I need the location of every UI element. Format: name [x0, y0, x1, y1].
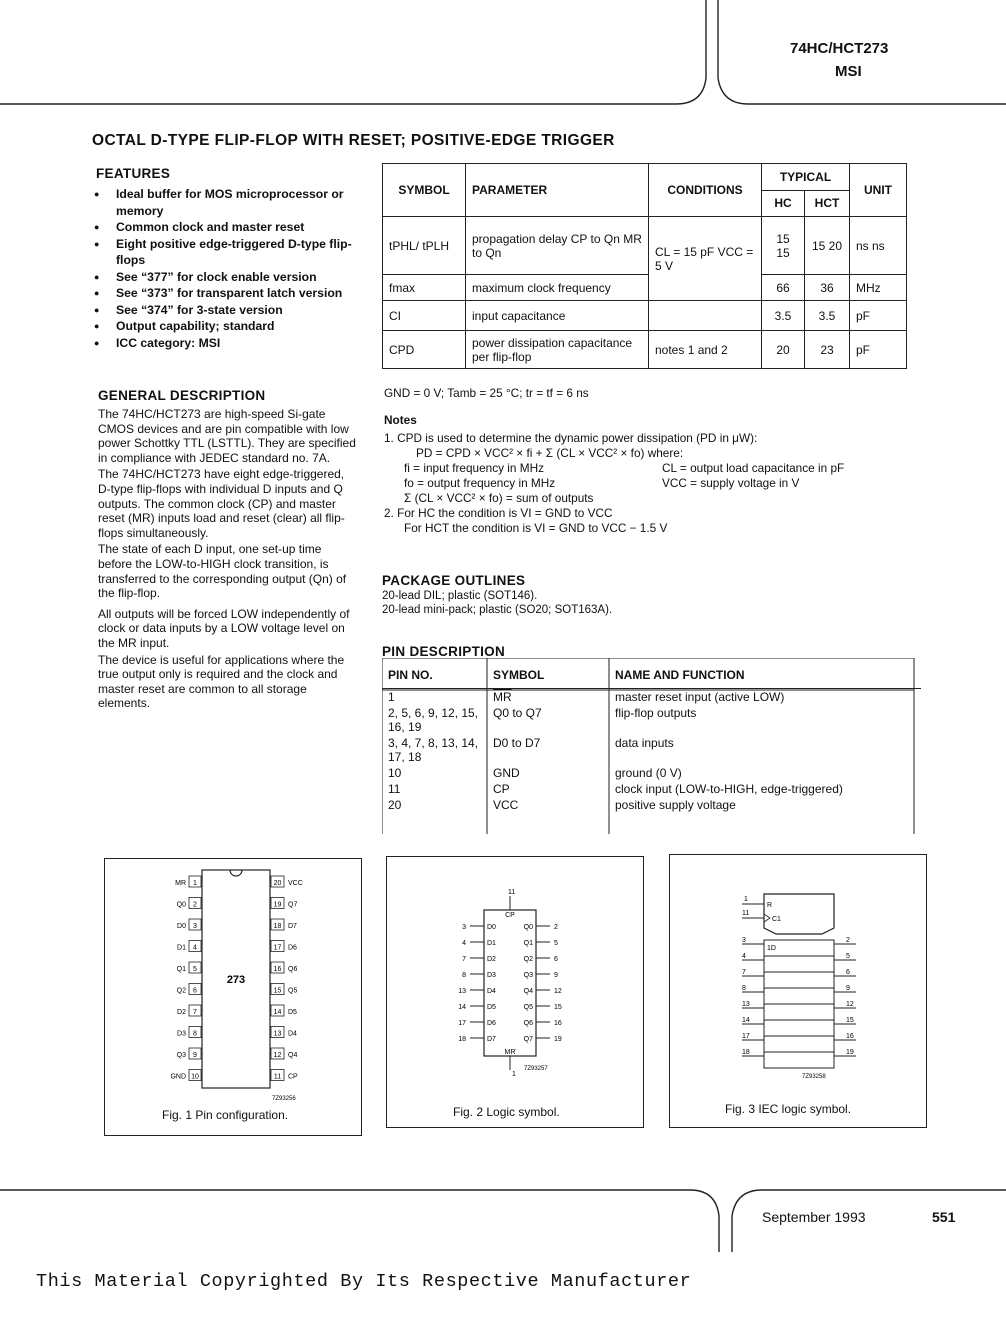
- d-label: D5: [487, 1004, 496, 1011]
- col-typical: TYPICAL: [762, 164, 850, 191]
- pin-number: 9: [193, 1052, 197, 1059]
- d-label: D0: [487, 924, 496, 931]
- copyright-notice: This Material Copyrighted By Its Respective Manufacturer: [36, 1271, 692, 1292]
- pin-label: GND: [170, 1073, 186, 1081]
- figure-code: 7Z93258: [802, 1074, 826, 1080]
- pin-label: D3: [177, 1030, 186, 1038]
- note-2a: 2. For HC the condition is VI = GND to VCC: [384, 506, 613, 520]
- pin-number: 2: [193, 901, 197, 909]
- package-line: 20-lead mini-pack; plastic (SO20; SOT163A).: [382, 604, 613, 616]
- pin-number: 7: [193, 1009, 197, 1016]
- iec-logic-symbol-diagram: [669, 854, 925, 1094]
- out-pin: 9: [846, 985, 850, 992]
- d-pin: 17: [458, 1020, 466, 1027]
- in-pin: 4: [742, 953, 746, 960]
- feature-item: ● Common clock and master reset: [94, 219, 364, 236]
- out-pin: 12: [846, 1001, 854, 1008]
- cp-pin: 11: [508, 889, 516, 896]
- package-list: [382, 589, 612, 617]
- r-pin: 1: [744, 896, 748, 903]
- table-row: 20 VCC positive supply voltage: [388, 798, 736, 812]
- d-label: 1D: [767, 945, 776, 952]
- pin-number: 16: [273, 966, 282, 973]
- logic-block: [484, 910, 536, 1056]
- flip-flop-cell: [764, 972, 834, 988]
- pin-label: Q1: [176, 966, 186, 973]
- q-pin: 16: [554, 1020, 562, 1027]
- mr-label: MR: [504, 1049, 516, 1056]
- description-paragraph: The state of each D input, one set-up time before the LOW-to-HIGH clock transition, is transferred to the corresponding output (Qn) of the flip-flop.: [98, 542, 347, 601]
- note-2b: For HCT the condition is VI = GND to VCC − 1.5 V: [404, 521, 668, 535]
- d-label: D6: [487, 1020, 496, 1027]
- pin-number: 8: [193, 1030, 197, 1038]
- pin-label: Q7: [288, 901, 298, 909]
- pin-label: Q6: [288, 966, 298, 973]
- note-formula: PD = CPD × VCC² × fi + Σ (CL × VCC² × fo) where:: [416, 446, 684, 460]
- q-label: Q4: [523, 988, 533, 995]
- in-pin: 7: [742, 969, 746, 976]
- features-list: [94, 186, 364, 351]
- c-pin: 11: [742, 910, 750, 917]
- feature-item: ● Ideal buffer for MOS microprocessor or memory: [94, 186, 364, 219]
- note-sum: Σ (CL × VCC² × fo) = sum of outputs: [404, 491, 594, 505]
- fig1-caption: Fig. 1 Pin configuration.: [162, 1108, 289, 1122]
- features-heading: FEATURES: [96, 166, 171, 181]
- logic-symbol-diagram: [386, 856, 642, 1096]
- pin-number: 19: [273, 901, 282, 909]
- out-pin: 2: [846, 937, 850, 944]
- pin-label: D6: [288, 944, 297, 952]
- general-description-heading: GENERAL DESCRIPTION: [98, 388, 266, 403]
- note-cl: CL = output load capacitance in pF: [662, 461, 845, 475]
- in-pin: 17: [742, 1033, 750, 1040]
- note-fi: fi = input frequency in MHz: [404, 461, 544, 475]
- out-pin: 19: [846, 1049, 854, 1056]
- in-pin: 8: [742, 985, 746, 992]
- col-symbol: SYMBOL: [383, 164, 466, 217]
- footer-date: September 1993: [762, 1209, 866, 1225]
- pin-label: MR: [175, 880, 186, 887]
- header-category: MSI: [835, 63, 862, 80]
- notes: [384, 386, 944, 536]
- table-row: tPHL/ tPLH propagation delay CP to Qn MR to Qn CL = 15 pF VCC = 5 V 15 15 15 20 ns ns: [383, 217, 907, 275]
- pin-number: 1: [193, 880, 197, 887]
- pin-label: D7: [288, 923, 297, 930]
- pin-label: VCC: [288, 880, 303, 887]
- pin-number: 14: [273, 1009, 282, 1016]
- in-pin: 14: [742, 1017, 750, 1024]
- fig2-caption: Fig. 2 Logic symbol.: [453, 1105, 560, 1119]
- q-pin: 19: [554, 1036, 562, 1043]
- q-label: Q7: [523, 1036, 533, 1043]
- pin-label: D2: [177, 1009, 186, 1016]
- q-pin: 15: [554, 1004, 562, 1011]
- flip-flop-cell: [764, 956, 834, 972]
- d-label: D4: [487, 988, 496, 995]
- pin-number: 5: [193, 966, 197, 973]
- d-label: D7: [487, 1036, 496, 1043]
- q-label: Q5: [523, 1004, 533, 1011]
- table-row: fmax maximum clock frequency 66 36 MHz: [383, 275, 907, 301]
- description-paragraph: The 74HC/HCT273 are high-speed Si-gate CMOS devices and are pin compatible with low power Schottky TTL (LSTTL). They are specified in compliance with JEDEC standard no. 7A.: [98, 407, 356, 465]
- table-row: 10 GND ground (0 V): [388, 766, 682, 780]
- d-label: D1: [487, 940, 496, 947]
- pin-label: Q3: [176, 1052, 186, 1059]
- col-unit: UNIT: [850, 164, 907, 217]
- package-heading: PACKAGE OUTLINES: [382, 573, 526, 588]
- pin-number: 10: [191, 1073, 199, 1081]
- figure-code: 7Z93256: [272, 1096, 296, 1102]
- q-label: Q2: [523, 956, 533, 963]
- feature-item: ● See “373” for transparent latch version: [94, 285, 364, 302]
- flip-flop-cell: [764, 1020, 834, 1036]
- feature-item: ● Eight positive edge-triggered D-type flip-flops: [94, 236, 364, 269]
- in-pin: 18: [742, 1049, 750, 1056]
- out-pin: 15: [846, 1017, 854, 1024]
- d-label: D2: [487, 956, 496, 963]
- pin-label: Q4: [288, 1052, 298, 1059]
- pin-number: 3: [193, 923, 197, 930]
- r-label: R: [767, 902, 773, 909]
- table-row: CI input capacitance 3.5 3.5 pF: [383, 301, 907, 331]
- table-row: 3, 4, 7, 8, 13, 14, 17, 18 D0 to D7 data inputs: [388, 736, 674, 764]
- in-pin: 13: [742, 1001, 750, 1008]
- d-pin: 3: [462, 924, 466, 931]
- feature-item: ● Output capability; standard: [94, 318, 364, 335]
- pin-number: 15: [273, 987, 282, 995]
- feature-item: ● See “377” for clock enable version: [94, 269, 364, 286]
- pin-number: 6: [193, 987, 197, 995]
- flip-flop-cell: [764, 988, 834, 1004]
- chip-label: 273: [226, 974, 246, 986]
- quick-reference-table: [382, 163, 907, 369]
- pin-label: Q0: [176, 901, 186, 909]
- d-pin: 8: [462, 972, 466, 979]
- pin-number: 20: [273, 880, 282, 887]
- pin-label: D1: [177, 944, 186, 952]
- out-pin: 6: [846, 969, 850, 976]
- flip-flop-cell: [764, 1004, 834, 1020]
- pin-label: Q2: [176, 987, 186, 995]
- feature-item: ● ICC category: MSI: [94, 335, 364, 352]
- col-parameter: PARAMETER: [466, 164, 649, 217]
- col-conditions: CONDITIONS: [649, 164, 762, 217]
- pin-number: 11: [273, 1073, 282, 1081]
- mr-pin: 1: [512, 1071, 516, 1078]
- d-pin: 13: [458, 988, 466, 995]
- col-pin-no: PIN NO.: [382, 660, 487, 689]
- pin-label: D5: [288, 1009, 297, 1016]
- q-label: Q0: [523, 924, 533, 931]
- q-label: Q3: [523, 972, 533, 979]
- out-pin: 16: [846, 1033, 854, 1040]
- q-pin: 9: [554, 972, 558, 979]
- col-hct: HCT: [805, 190, 850, 217]
- pin-number: 4: [193, 944, 197, 952]
- pin-label: Q5: [288, 987, 298, 995]
- figure-code: 7Z93257: [524, 1066, 548, 1072]
- general-description: [98, 407, 358, 713]
- flip-flop-cell: [764, 1052, 834, 1068]
- col-hc: HC: [762, 190, 805, 217]
- pin-number: 17: [273, 944, 282, 952]
- pin-label: D0: [177, 923, 186, 930]
- pin-description-heading: PIN DESCRIPTION: [382, 644, 506, 659]
- c-label: C1: [772, 916, 781, 923]
- pin-description-table: [382, 660, 921, 813]
- table-row: 2, 5, 6, 9, 12, 15, 16, 19 Q0 to Q7 flip-flop outputs: [388, 706, 697, 734]
- chip-notch: [230, 870, 242, 876]
- out-pin: 5: [846, 953, 850, 960]
- description-paragraph: The device is useful for applications where the true output only is required and the clock and master reset are common to all storage elements.: [98, 652, 345, 711]
- page-title: OCTAL D-TYPE FLIP-FLOP WITH RESET; POSITIVE-EDGE TRIGGER: [92, 132, 615, 149]
- q-pin: 2: [554, 924, 558, 931]
- col-function: NAME AND FUNCTION: [609, 660, 921, 689]
- pin-label: D4: [288, 1030, 297, 1038]
- note-1: 1. CPD is used to determine the dynamic power dissipation (PD in μW):: [384, 431, 758, 445]
- clock-triangle: [764, 914, 770, 922]
- pin-configuration-diagram: [104, 858, 360, 1110]
- q-label: Q6: [523, 1020, 533, 1027]
- table-row: CPD power dissipation capacitance per flip-flop notes 1 and 2 20 23 pF: [383, 331, 907, 369]
- flip-flop-cell: [764, 1036, 834, 1052]
- table-row: 11 CP clock input (LOW-to-HIGH, edge-triggered): [388, 782, 843, 796]
- table-footnote: GND = 0 V; Tamb = 25 °C; tr = tf = 6 ns: [384, 386, 589, 400]
- q-pin: 5: [554, 940, 558, 947]
- pin-number: 18: [273, 923, 282, 930]
- d-pin: 14: [458, 1004, 466, 1011]
- d-label: D3: [487, 972, 496, 979]
- d-pin: 18: [458, 1036, 466, 1043]
- page-number: 551: [932, 1209, 956, 1225]
- pin-number: 12: [273, 1052, 282, 1059]
- feature-item: ● See “374” for 3-state version: [94, 302, 364, 319]
- control-block: [764, 894, 834, 934]
- header-part-number: 74HC/HCT273: [790, 40, 889, 57]
- notes-heading: Notes: [384, 413, 417, 427]
- q-label: Q1: [523, 940, 533, 947]
- table-row: 1 $\overline{MR}$ master reset input (active LOW): [388, 690, 785, 704]
- pin-number: 13: [273, 1030, 282, 1038]
- description-paragraph: The 74HC/HCT273 have eight edge-triggered, D-type flip-flops with individual D inputs and Q outputs. The common clock (CP) and master reset (MR) inputs load and reset (clear) all flip-flops simultaneously.: [98, 467, 345, 540]
- q-pin: 12: [554, 988, 562, 995]
- fig3-caption: Fig. 3 IEC logic symbol.: [725, 1102, 852, 1116]
- cp-label: CP: [505, 912, 515, 919]
- pin-label: CP: [288, 1073, 298, 1081]
- description-paragraph: All outputs will be forced LOW independently of clock or data inputs by a LOW voltage level on the MR input.: [98, 606, 350, 650]
- q-pin: 6: [554, 956, 558, 963]
- note-fo: fo = output frequency in MHz: [404, 476, 556, 490]
- d-pin: 4: [462, 940, 466, 947]
- col-symbol: SYMBOL: [487, 660, 609, 689]
- package-line: 20-lead DIL; plastic (SOT146).: [382, 590, 538, 602]
- note-vcc: VCC = supply voltage in V: [662, 476, 800, 490]
- d-pin: 7: [462, 956, 466, 963]
- in-pin: 3: [742, 937, 746, 944]
